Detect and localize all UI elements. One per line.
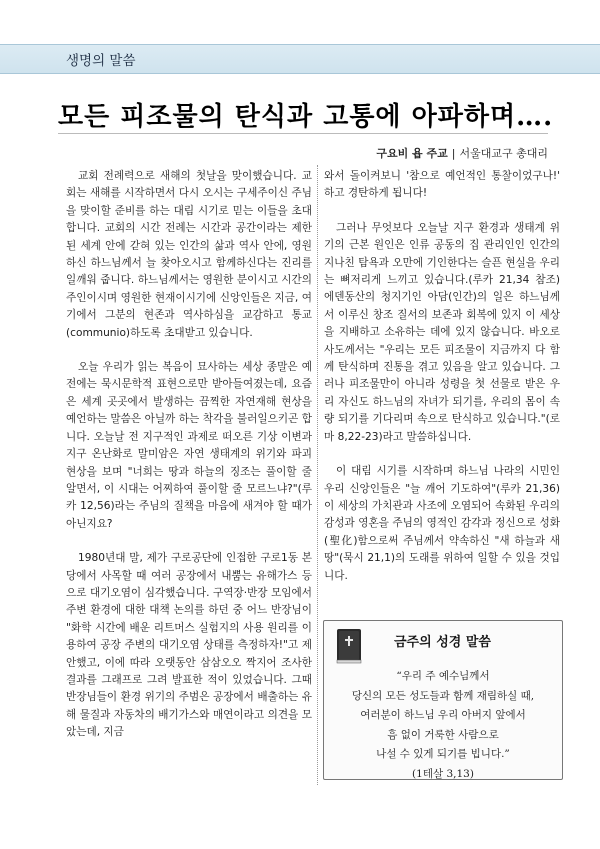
weekly-verse-box [323,620,563,780]
article-title: 모든 피조물의 탄식과 고통에 아파하며…. [58,102,554,132]
paragraph: 1980년대 말, 제가 구로공단에 인접한 구로1동 본당에서 사목할 때 여러 공장에서 내뿜는 유해가스 등으로 대기오염이 심각했습니다. 구역장·반장 모임에서 주변 환경에 대한 대책 논의를 하던 중 어느 반장님이 "화학 시간에 배운 리트머스 실험지의 사용 원리를 이용하여 공장 주변의 대기오염 상태를 측정하자!"고 제안했고, 이에 따라 오랫동안 삼삼오오 짝지어 조사한 결과를 그래프로 그려 발표한 적이 있었습니다. 그때 반장님들이 환경 위기의 주범은 공장에서 배출하는 유해 물질과 자동차의 배기가스와 매연이라고 의견을 모았는데, 지금 [66,552,312,739]
verse-text [334,667,552,784]
title-divider [58,133,548,134]
author-name: 구요비 욥 주교 [376,147,448,160]
verse-line: 여러분이 하느님 우리 아버지 앞에서 [360,709,526,721]
verse-heading: 금주의 성경 말씀 [394,635,491,650]
verse-reference: (1테살 3,13) [412,767,474,780]
byline-separator: | [451,147,456,160]
verse-line: “우리 주 예수님께서 [396,670,490,682]
bible-icon [334,627,364,665]
right-column [324,168,560,602]
paragraph: 이 대림 시기를 시작하며 하느님 나라의 시민인 우리 신앙인들은 "늘 깨어 기도하여"(루카 21,36) 이 세상의 가치관과 사조에 오염되어 속화된 우리의 감성과 영혼을 주님의 영적인 감각과 정신으로 성화(聖化)함으로써 주님께서 약속하신 "새 하늘과 새 땅"(묵시 21,1)의 도래를 위하여 일할 수 있을 것입니다. [324,465,560,582]
column-divider [317,165,318,785]
author-role: 서울대교구 총대리 [459,147,548,160]
paragraph: 교회 전례력으로 새해의 첫날을 맞이했습니다. 교회는 새해를 시작하면서 다시 오시는 구세주이신 주님을 맞이할 준비를 하는 대림 시기로 믿는 이들을 초대합니다. 교회의 시간 전례는 시간과 공간이라는 제한된 세계 안에 갇혀 있는 인간의 삶과 역사 안에, 영원하신 하느님께서 늘 찾아오시고 함께하신다는 진리를 일깨워 줍니다. 하느님께서는 영원한 분이시고 시간의 주인이시며 영원한 현재이시기에 신앙인들은 지금, 여기에서 그분의 현존과 역사하심을 교감하고 통교(communio)하도록 초대받고 있습니다. [66,170,312,339]
verse-line: 나설 수 있게 되기를 빕니다.” [376,748,510,760]
section-label: 생명의 말씀 [66,53,136,69]
paragraph: 그러나 무엇보다 오늘날 지구 환경과 생태계 위기의 근본 원인은 인류 공동의 집 관리인인 인간의 지나친 탐욕과 오만에 기인한다는 슬픈 현실을 우리는 뼈저리게 느끼고 있습니다.(루카 21,34 참조) 에덴동산의 청지기인 아담(인간)의 일은 하느님께서 이루신 창조 질서의 보존과 회복에 있지 이 세상을 지배하고 소유하는 데에 있지 않습니다. 바오로 사도께서는 "우리는 모든 피조물이 지금까지 다 함께 탄식하며 진통을 겪고 있음을 알고 있습니다. 그러나 피조물만이 아니라 성령을 첫 선물로 받은 우리 자신도 하느님의 자녀가 되기를, 우리의 몸이 속량 되기를 기다리며 속으로 탄식하고 있습니다."(로마 8,22-23)라고 말씀하십니다. [324,221,560,443]
paragraph: 오늘 우리가 읽는 복음이 묘사하는 세상 종말은 예전에는 묵시문학적 표현으로만 받아들여졌는데, 요즘은 세계 곳곳에서 발생하는 끔찍한 자연재해 현상을 예언하는 말씀은 아닐까 하는 착각을 불러일으키곤 합니다. 오늘날 전 지구적인 과제로 떠오른 기상 이변과 지구 온난화로 말미암은 자연 생태계의 위기와 파괴 현상을 보며 "너희는 땅과 하늘의 징조는 풀이할 줄 알면서, 이 시대는 어찌하여 풀이할 줄 모르느냐?"(루카 12,56)라는 주님의 질책을 마음에 새겨야 할 때가 아닌지요? [66,361,312,530]
byline [376,145,548,161]
left-column [66,168,312,759]
verse-line: 흠 없이 거룩한 사람으로 [387,728,499,741]
verse-line: 당신의 모든 성도들과 함께 재림하실 때, [351,689,535,702]
paragraph: 와서 돌이켜보니 '참으로 예언적인 통찰이었구나!' 하고 경탄하게 됩니다! [324,170,560,200]
